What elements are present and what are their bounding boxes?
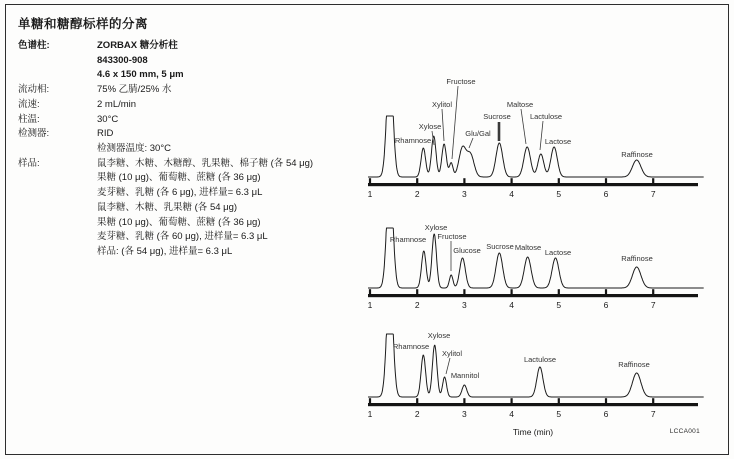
x-axis-tick-label: 7 [650,300,656,310]
x-axis-line [368,403,698,406]
x-axis-tick-label: 3 [462,300,467,310]
condition-value: 4.6 x 150 mm, 5 μm [97,69,184,81]
condition-row [18,68,313,83]
x-axis-tick [369,289,371,294]
peak-label-leader-line [521,109,526,144]
x-axis-tick [558,398,560,403]
x-axis-tick-label: 7 [650,189,656,199]
condition-value: 麦芽糖、乳糖 (各 6 μg), 进样量= 6.3 μL [97,187,263,199]
x-axis-tick [463,178,465,183]
x-axis-tick [605,398,607,403]
condition-label: 流动相: [18,84,50,96]
x-axis-tick-label: 1 [367,300,373,310]
condition-value: 鼠李糖、木糖、乳果糖 (各 54 μg) [97,201,238,213]
condition-row [18,142,313,157]
x-axis-tick-label: 2 [414,189,420,199]
x-axis-tick [463,398,465,403]
condition-value: 843300-908 [97,54,148,66]
figure-code: LCCA001 [669,428,700,435]
condition-label: 样品: [18,157,40,169]
x-axis-tick-label: 1 [367,189,373,199]
condition-label: 流速: [18,98,40,110]
condition-value: 30°C [97,113,119,125]
condition-row [18,113,313,128]
x-axis-tick [652,289,654,294]
x-axis-tick [605,289,607,294]
peak-label: Xylitol [431,100,453,109]
x-axis-tick [416,398,418,403]
x-axis-tick [511,289,513,294]
condition-label: 色谱柱: [18,40,50,51]
x-axis-tick-label: 5 [556,300,562,310]
x-axis-tick-label: 4 [509,189,514,199]
peak-label: Maltose [506,100,534,109]
peak-label: Raffinose [621,254,653,263]
x-axis-tick [558,289,560,294]
peak-label-leader-line [452,86,458,159]
peak-label: Lactose [544,137,572,146]
peak-label-leader-line [442,109,444,141]
x-axis-tick [416,178,418,183]
condition-value: 2 mL/min [97,98,137,110]
condition-row [18,83,313,98]
x-axis-tick [511,398,513,403]
peak-label: Sucrose [486,242,514,251]
peak-label: Xylose [418,122,442,131]
peak-label: Glucose [453,246,481,255]
condition-value: 75% 乙腈/25% 水 [97,84,172,96]
condition-row [18,245,313,260]
x-axis-tick-label: 5 [556,409,562,419]
chromatograms-panel [352,0,724,459]
condition-row [18,157,313,172]
condition-label: 柱温: [18,113,40,125]
peak-label: Fructose [446,77,476,86]
peak-label: Rhamnose [394,136,432,145]
x-axis-tick-label: 3 [462,409,467,419]
peak-label-leader-line [446,358,450,374]
x-axis-tick [416,289,418,294]
condition-row [18,171,313,186]
condition-value: 鼠李糖、木糖、木糖醇、乳果糖、棉子糖 (各 54 μg) [97,157,314,169]
peak-label: Raffinose [621,150,653,159]
x-axis-tick-label: 3 [462,189,467,199]
condition-row [18,54,313,69]
condition-value: 麦芽糖、乳糖 (各 60 μg), 进样量= 6.3 μL [97,231,268,243]
x-axis-tick-label: 4 [509,300,514,310]
condition-value: RID [97,128,114,140]
x-axis-tick-label: 7 [650,409,656,419]
peak-label: Lactulose [523,355,557,364]
x-axis-line [368,294,698,297]
x-axis-tick [558,178,560,183]
x-axis-tick-label: 4 [509,409,514,419]
x-axis-tick [369,398,371,403]
condition-value: ZORBAX 糖分析柱 [97,40,178,51]
x-axis-tick [652,398,654,403]
condition-row [18,230,313,245]
condition-row [18,186,313,201]
peak-label: Glu/Gal [465,129,491,138]
x-axis-tick-label: 2 [414,409,420,419]
condition-row [18,216,313,231]
condition-row [18,39,313,54]
conditions-table [18,39,313,260]
condition-row [18,98,313,113]
peak-label: Raffinose [618,360,650,369]
x-axis-tick [605,178,607,183]
chromatogram-3 [352,326,724,444]
x-axis-tick [511,178,513,183]
peak-label: Mannitol [450,371,480,380]
condition-value: 检测器温度: 30°C [97,143,172,155]
peak-label: Rhamnose [392,342,430,351]
peak-label: Sucrose [483,112,511,121]
chromatogram-2 [352,218,724,318]
x-axis-tick-label: 5 [556,189,562,199]
peak-label: Xylose [427,331,451,340]
peak-label: Xylitol [441,349,463,358]
peak-label-leader-line [540,121,543,150]
peak-label-leader-line [469,138,473,148]
chromatogram-1 [352,70,724,206]
condition-value: 果糖 (10 μg)、葡萄糖、蔗糖 (各 36 μg) [97,172,261,184]
peak-label: Fructose [437,232,467,241]
x-axis-tick-label: 6 [603,409,609,419]
peak-label: Lactose [544,248,572,257]
page-title: 单糖和糖醇标样的分离 [18,17,149,31]
peak-label: Maltose [514,243,542,252]
x-axis-tick-label: 2 [414,300,420,310]
x-axis-tick [652,178,654,183]
x-axis-line [368,183,698,186]
x-axis-title: Time (min) [512,427,554,437]
x-axis-tick [369,178,371,183]
x-axis-tick-label: 1 [367,409,373,419]
condition-row [18,127,313,142]
condition-value: 样品: (各 54 μg), 进样量= 6.3 μL [97,246,233,258]
peak-label: Rhamnose [389,235,427,244]
x-axis-tick-label: 6 [603,300,609,310]
condition-row [18,201,313,216]
peak-label: Lactulose [529,112,563,121]
x-axis-tick-label: 6 [603,189,609,199]
condition-label: 检测器: [18,128,50,140]
peak-label: Xylose [424,223,448,232]
x-axis-tick [463,289,465,294]
condition-value: 果糖 (10 μg)、葡萄糖、蔗糖 (各 36 μg) [97,216,261,228]
